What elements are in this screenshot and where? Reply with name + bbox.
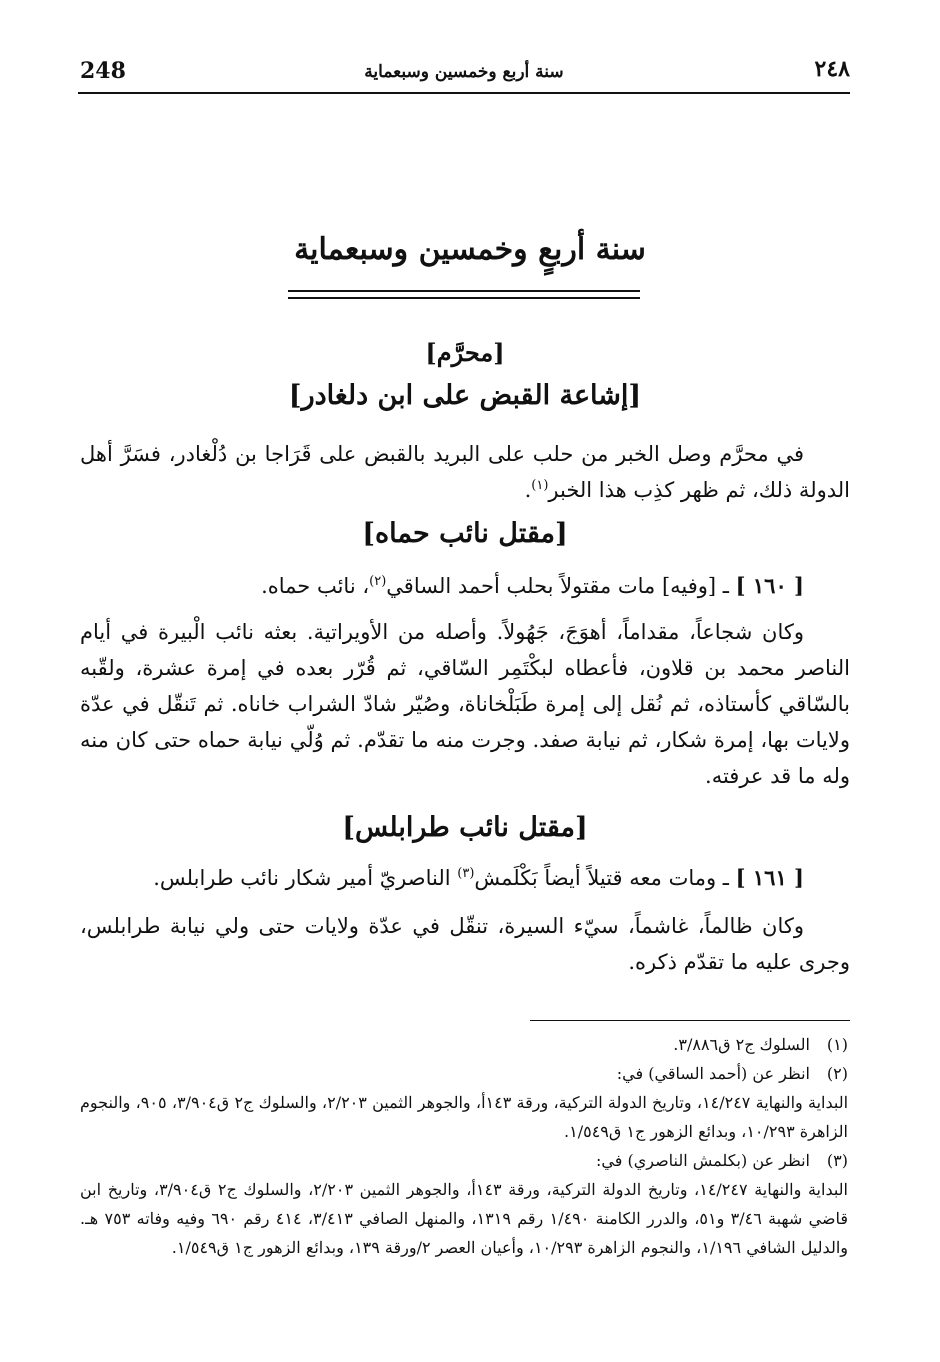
title-rule-bottom: [288, 297, 640, 299]
entry-number-161: [ ١٦١ ]: [735, 865, 804, 890]
entry-160-body: وكان شجاعاً، مقداماً، أهوَجَ، جَهُولاً. وأصله من الأويراتية. بعثه نائب الْبيرة في أيام الناصر محمد بن قلاون، فأعطاه لبكْتَمِر السّاقي، ثم قُرّر بعده في إمرة عشرة، ولقّبه بالسّاقي كأستاذه، ثم نُقل إلى إمرة طَبَلْخاناة، وصُيّر شادّ الشراب خاناه. ثم تَنقّل في عدّة ولايات بها، إمرة شكار، ثم نيابة صفد. وجرت منه ما تقدّم. ثم وُلّي نيابة حماه حتى كان منه وله ما قد عرفته.: [80, 620, 850, 788]
footnote-text: انظر عن (بكلمش الناصري) في:: [596, 1151, 810, 1170]
chapter-title: سنة أربعٍ وخمسين وسبعماية: [294, 232, 646, 267]
paragraph-1-tail: .: [524, 478, 532, 502]
footnote-text: انظر عن (أحمد الساقي) في:: [616, 1064, 810, 1083]
entry-161-tail: الناصريّ أمير شكار نائب طرابلس.: [153, 866, 458, 890]
entry-161-body: وكان ظالماً، غاشماً، سيّء السيرة، تنقّل في عدّة ولايات حتى ولي نيابة طرابلس، وجرى عليه ما تقدّم ذكره.: [80, 914, 850, 974]
section-heading-1: [إشاعة القبض على ابن دلغادر]: [288, 380, 642, 411]
footnote-2: [80, 1059, 848, 1088]
entry-161-text: ـ ومات معه قتيلاً أيضاً بَكْلَمش: [474, 866, 729, 890]
footnote-mark: (٢): [826, 1064, 848, 1083]
footnote-rule: [530, 1020, 850, 1021]
page-header: [78, 52, 850, 94]
footnotes: [80, 1030, 848, 1262]
footnote-1: [80, 1030, 848, 1059]
page-number-arabic: ٢٤٨: [814, 56, 850, 82]
section-heading-3: [مقتل نائب طرابلس]: [342, 812, 588, 843]
footnote-mark: (١): [826, 1035, 848, 1054]
month-heading: [محرَّم]: [425, 338, 505, 367]
page-number-latin: 248: [80, 58, 126, 84]
entry-161: [80, 860, 850, 896]
title-rule-top: [288, 290, 640, 292]
running-title: سنة أربع وخمسين وسبعماية: [364, 62, 564, 82]
entry-number-160: [ ١٦٠ ]: [735, 573, 804, 598]
paragraph-1: [80, 436, 850, 508]
paragraph-1-text: في محرَّم وصل الخبر من حلب على البريد بالقبض على قَرَاجا بن دُلْغادر، فسَرَّ أهل الدولة ذلك، ثم ظهر كذِب هذا الخبر: [80, 442, 850, 502]
footnote-3: [80, 1146, 848, 1175]
footnote-2-sources: البداية والنهاية ١٤/٢٤٧، وتاريخ الدولة التركية، ورقة ١٤٣أ، والجوهر الثمين ٢/٢٠٣، والسلوك ج٢ ق٣/٩٠٤، ٩٠٥، والنجوم الزاهرة ١٠/٢٩٣، وبدائع الزهور ج١ ق١/٥٤٩.: [80, 1093, 849, 1141]
footnote-mark: (٣): [826, 1151, 848, 1170]
footnote-ref-3: (٣): [457, 866, 475, 881]
entry-160-text: ـ [وفيه] مات مقتولاً بحلب أحمد الساقي: [386, 574, 729, 598]
footnote-ref-2: (٢): [369, 574, 387, 589]
entry-160-tail: ، نائب حماه.: [261, 574, 370, 598]
footnote-ref-1: (١): [531, 478, 549, 493]
footnote-text: السلوك ج٢ ق٣/٨٨٦.: [673, 1035, 810, 1054]
footnote-3-sources: البداية والنهاية ١٤/٢٤٧، وتاريخ الدولة التركية، ورقة ١٤٣أ، والجوهر الثمين ٢/٢٠٣، والسلوك ج٢ ق٣/٩٠٤، وتاريخ ابن قاضي شهبة ٣/٤٦ و٥١، والدرر الكامنة ١/٤٩٠ رقم ١٣١٩، والمنهل الصافي ٣/٤١٣، ٤١٤ رقم ٦٩٠ وفيه وفاته ٧٥٣ هـ. والدليل الشافي ١/١٩٦، والنجوم الزاهرة ١٠/٢٩٣، وأعيان العصر ٢/ورقة ١٣٩، وبدائع الزهور ج١ ق١/٥٤٩.: [80, 1180, 849, 1257]
section-heading-2: [مقتل نائب حماه]: [362, 518, 568, 549]
entry-160: [80, 568, 850, 604]
